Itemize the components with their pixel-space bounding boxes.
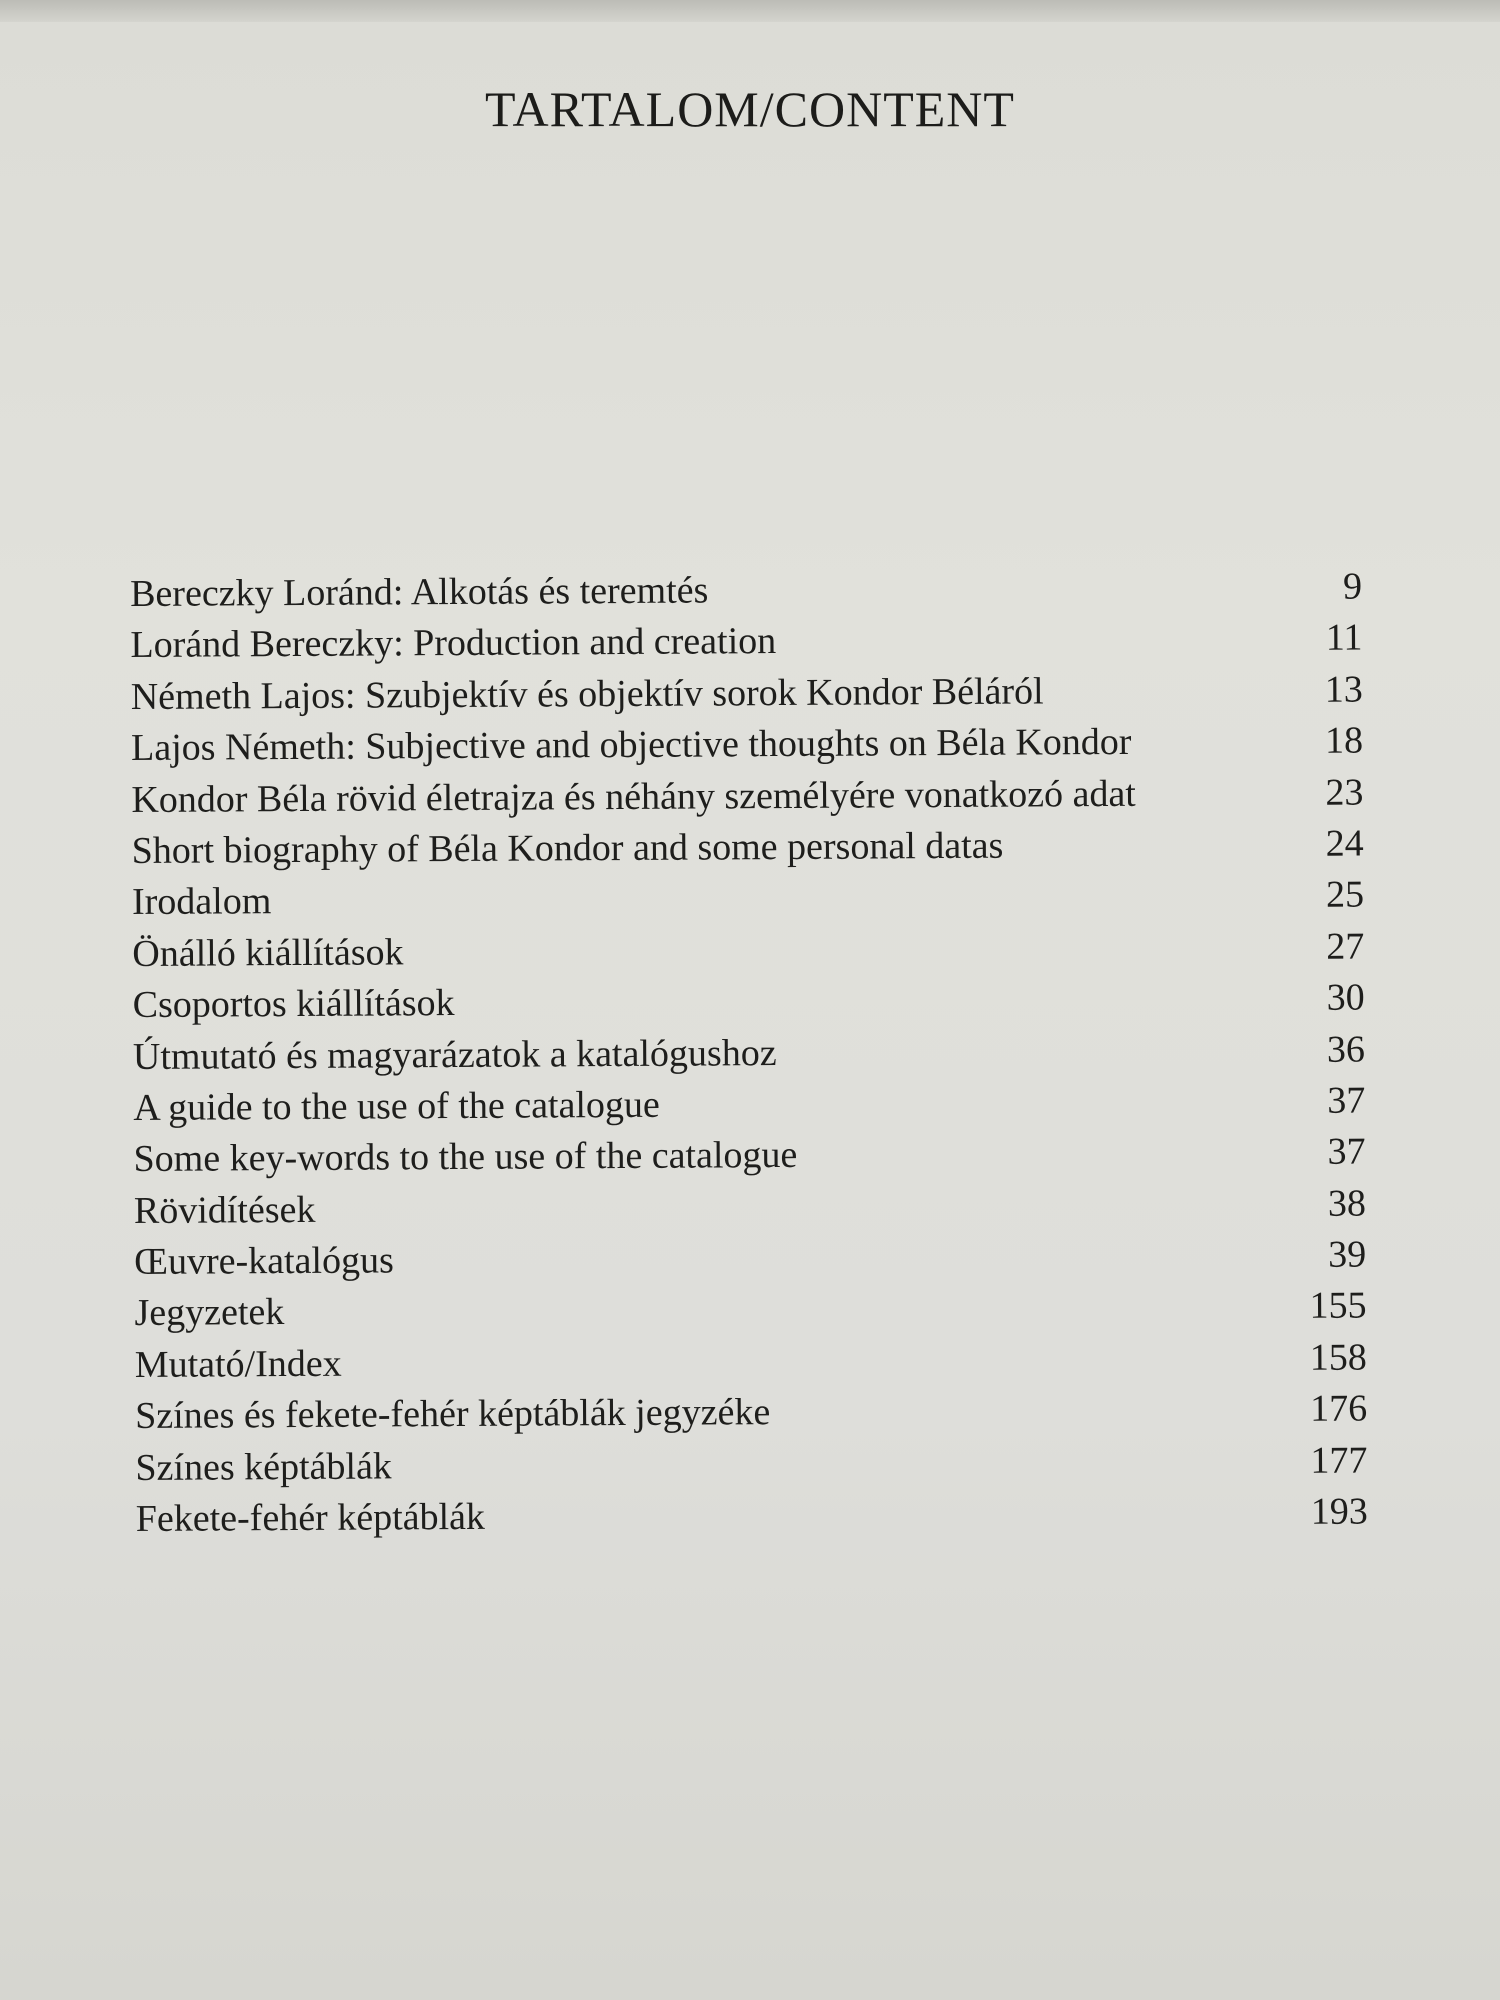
toc-entry-page: 37: [1327, 1130, 1366, 1173]
toc-entry-title: Színes és fekete-fehér képtáblák jegyzéke: [135, 1391, 771, 1438]
toc-entry-title: Mutató/Index: [134, 1342, 342, 1386]
toc-entry: [132, 821, 1364, 880]
toc-entry: [132, 873, 1364, 932]
toc-entry-title: A guide to the use of the catalogue: [133, 1083, 660, 1129]
toc-entry: [133, 1130, 1365, 1189]
toc-entry-page: 39: [1328, 1233, 1367, 1276]
toc-entry: [135, 1335, 1367, 1394]
page-title: TARTALOM/CONTENT: [485, 81, 1015, 137]
toc-entry: [131, 667, 1363, 726]
toc-entry-title: Fekete-fehér képtáblák: [135, 1495, 486, 1541]
toc-entry-page: 193: [1310, 1490, 1368, 1533]
toc-entry-page: 158: [1309, 1336, 1367, 1379]
toc-entry: [130, 564, 1362, 623]
toc-entry-title: Œuvre-katalógus: [134, 1239, 394, 1284]
toc-entry: [133, 1078, 1365, 1137]
toc-entry-title: Kondor Béla rövid életrajza és néhány személyére vonatkozó adat: [131, 772, 1136, 821]
toc-entry: [133, 1027, 1365, 1086]
toc-entry: [134, 1284, 1366, 1343]
toc-entry-title: Útmutató és magyarázatok a katalógushoz: [132, 1031, 777, 1078]
toc-entry-title: Some key-words to the use of the catalogue: [133, 1134, 798, 1181]
toc-entry: [134, 1181, 1366, 1240]
toc-entry: [131, 770, 1363, 829]
toc-entry-page: 38: [1327, 1182, 1367, 1225]
toc-entry: [133, 976, 1365, 1035]
toc-entry-page: 30: [1326, 976, 1365, 1019]
toc-entry-title: Bereczky Loránd: Alkotás és teremtés: [130, 569, 709, 615]
toc-entry-page: 25: [1325, 873, 1365, 917]
toc-entry: [136, 1489, 1368, 1548]
toc-entry-page: 18: [1324, 719, 1364, 762]
toc-entry: [135, 1387, 1367, 1446]
toc-entry-title: Jegyzetek: [134, 1291, 285, 1335]
toc-entry-title: Önálló kiállítások: [132, 931, 404, 975]
table-of-contents: [130, 564, 1368, 1548]
toc-entry-page: 177: [1310, 1439, 1368, 1482]
toc-entry-title: Irodalom: [131, 880, 272, 924]
toc-entry-page: 24: [1325, 822, 1364, 865]
toc-entry-page: 36: [1326, 1027, 1366, 1071]
toc-entry-page: 37: [1327, 1079, 1366, 1122]
toc-entry: [135, 1438, 1367, 1497]
toc-entry-page: 23: [1325, 771, 1364, 814]
toc-entry-page: 11: [1325, 616, 1363, 660]
toc-entry-title: Németh Lajos: Szubjektív és objektív sorok Kondor Béláról: [130, 670, 1044, 718]
toc-entry: [131, 719, 1363, 778]
toc-entry-page: 13: [1324, 668, 1363, 711]
toc-entry-page: 27: [1326, 925, 1365, 968]
page-top-edge: [0, 0, 1500, 22]
toc-entry-title: Short biography of Béla Kondor and some personal datas: [131, 824, 1004, 872]
toc-entry: [134, 1233, 1366, 1292]
toc-entry: [132, 924, 1364, 983]
toc-entry-title: Színes képtáblák: [135, 1445, 393, 1489]
toc-entry: [130, 616, 1362, 675]
toc-entry-title: Csoportos kiállítások: [132, 982, 455, 1027]
toc-entry-page: 176: [1310, 1387, 1368, 1431]
toc-entry-title: Lajos Németh: Subjective and objective thoughts on Béla Kondor: [130, 721, 1132, 770]
toc-entry-page: 9: [1342, 565, 1363, 608]
toc-entry-title: Rövidítések: [133, 1188, 316, 1232]
toc-entry-title: Loránd Bereczky: Production and creation: [130, 620, 777, 667]
toc-entry-page: 155: [1309, 1284, 1367, 1328]
